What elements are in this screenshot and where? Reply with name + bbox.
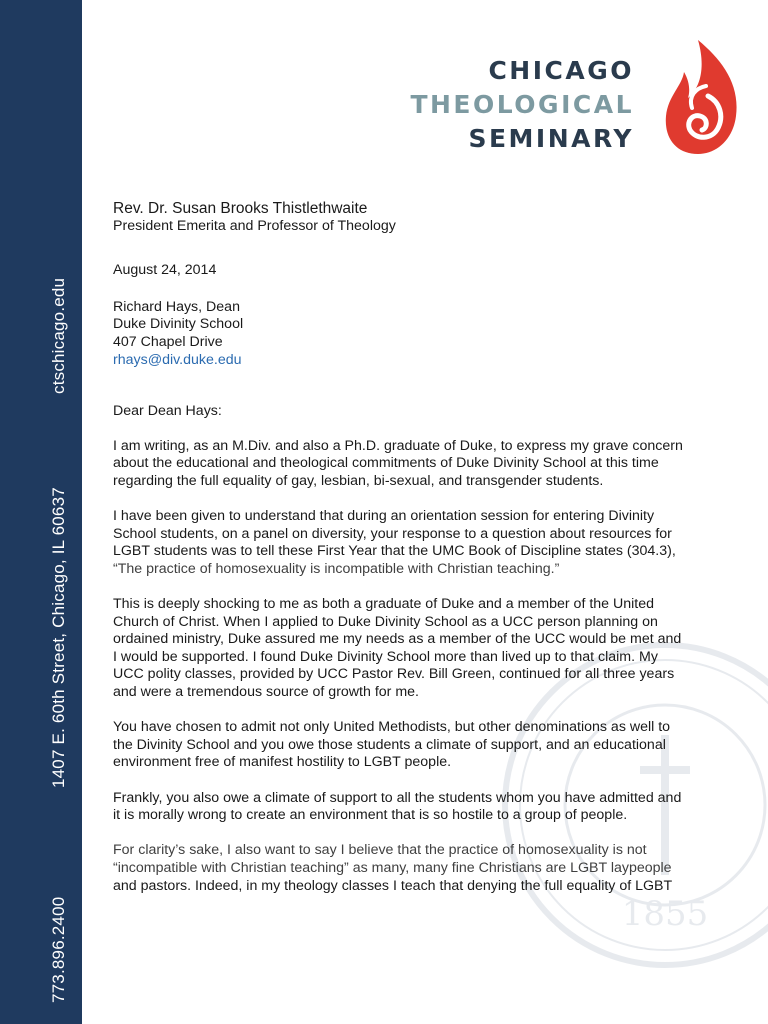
- sidebar-band: [0, 0, 82, 1024]
- paragraph-line: I would be supported. I found Duke Divinity School more than lived up to that claim. My: [113, 648, 658, 665]
- paragraph-line: This is deeply shocking to me as both a graduate of Duke and a member of the United: [113, 596, 655, 613]
- paragraph-line: School students, on a panel on diversity, your response to a question about resources for: [113, 525, 672, 542]
- letter-body: [113, 200, 723, 895]
- paragraph-6: [113, 842, 723, 895]
- paragraph-line: it is morally wrong to create an environment that is so hostile to a group of people.: [113, 807, 628, 824]
- seal-year: 1855: [621, 894, 709, 934]
- paragraph-1: [113, 438, 723, 491]
- flame-icon: [662, 36, 744, 158]
- recipient-street: 407 Chapel Drive: [113, 333, 223, 350]
- logo-seminary: SEMINARY: [468, 124, 634, 153]
- paragraph-line: For clarity’s sake, I also want to say I believe that the practice of homosexuality is not: [113, 842, 647, 859]
- sender-name: Rev. Dr. Susan Brooks Thistlethwaite: [113, 200, 368, 217]
- seminary-logo: [410, 50, 747, 160]
- paragraph-line: I have been given to understand that during an orientation session for entering Divinity: [113, 508, 655, 525]
- sidebar-phone: 773.896.2400: [49, 896, 68, 1003]
- paragraph-line: about the educational and theological commitments of Duke Divinity School at this time: [113, 455, 659, 472]
- paragraph-line: and pastors. Indeed, in my theology classes I teach that denying the full equality of LGBT: [113, 877, 673, 894]
- paragraph-line: LGBT students was to tell these First Year that the UMC Book of Discipline states (304.3),: [113, 543, 676, 560]
- paragraph-line: ordained ministry, Duke assured me my needs as a member of the UCC would be met and: [113, 631, 682, 648]
- recipient-org: Duke Divinity School: [113, 316, 244, 333]
- sidebar-website[interactable]: ctschicago.edu: [49, 277, 68, 394]
- paragraph-line: regarding the full equality of gay, lesbian, bi-sexual, and transgender students.: [113, 472, 604, 489]
- paragraph-line: UCC polity classes, provided by UCC Pastor Rev. Bill Green, continued for all three years: [113, 666, 675, 683]
- letter-date: August 24, 2014: [113, 262, 217, 279]
- paragraph-line: “The practice of homosexuality is incompatible with Christian teaching.”: [113, 560, 560, 577]
- paragraph-line: Frankly, you also owe a climate of support to all the students whom you have admitted and: [113, 789, 682, 806]
- paragraph-3: [113, 596, 723, 702]
- paragraph-line: environment free of manifest hostility to LGBT people.: [113, 754, 452, 771]
- paragraph-5: [113, 790, 723, 825]
- sidebar-address: 1407 E. 60th Street, Chicago, IL 60637: [49, 487, 68, 788]
- salutation: Dear Dean Hays:: [113, 403, 222, 420]
- paragraph-line: You have chosen to admit not only United Methodists, but other denominations as well to: [113, 719, 671, 736]
- paragraph-line: Church of Christ. When I applied to Duke Divinity School as a UCC person planning on: [113, 613, 658, 630]
- recipient-name: Richard Hays, Dean: [113, 298, 240, 315]
- paragraph-line: the Divinity School and you owe those students a climate of support, and an educational: [113, 736, 666, 753]
- logo-theological: THEOLOGICAL: [410, 90, 634, 119]
- sender-title: President Emerita and Professor of Theology: [113, 217, 396, 234]
- recipient-email[interactable]: rhays@div.duke.edu: [113, 351, 242, 368]
- paragraph-line: and were a tremendous source of growth for me.: [113, 684, 419, 701]
- paragraph-line: I am writing, as an M.Div. and also a Ph.D. graduate of Duke, to express my grave concern: [113, 437, 683, 454]
- logo-chicago: CHICAGO: [488, 56, 634, 85]
- paragraph-line: “incompatible with Christian teaching” as many, many fine Christians are LGBT laypeople: [113, 860, 672, 876]
- paragraph-2: [113, 508, 723, 578]
- paragraph-4: [113, 719, 723, 772]
